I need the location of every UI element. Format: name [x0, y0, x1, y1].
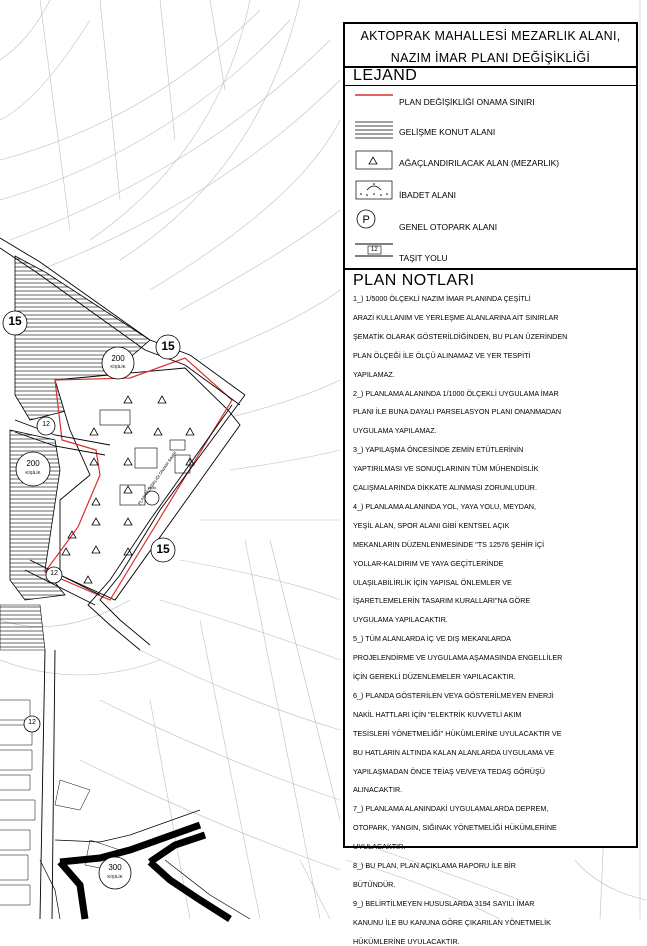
notes-title: PLAN NOTLARI [353, 272, 475, 289]
plan-note-line: YEŞİL ALAN, SPOR ALANI GİBİ KENTSEL AÇIK [353, 520, 510, 530]
legend-label: AĞAÇLANDIRILACAK ALAN (MEZARLIK) [399, 158, 560, 168]
plan-note-line: 3_) YAPILAŞMA ÖNCESİNDE ZEMİN ETÜTLERİNİN [353, 445, 524, 455]
road-label-12: 12 [28, 719, 36, 726]
plan-note-line: ŞEMATİK OLARAK GÖSTERİLDİĞİNDEN, BU PLAN ÜZERİNDEN [353, 331, 568, 341]
legend-label: İBADET ALANI [399, 190, 457, 200]
legend-item-parking [345, 208, 636, 238]
population-unit: KİŞİLİK [107, 874, 123, 879]
legend-title: LEJAND [353, 67, 418, 84]
legend-label: GELİŞME KONUT ALANI [399, 127, 496, 137]
plan-note-line: 5_) TÜM ALANLARDA İÇ VE DIŞ MEKANLARDA [353, 634, 512, 644]
plan-note-line: İÇİN GEREKLİ DÜZENLEMELER YAPILACAKTIR. [353, 672, 516, 681]
parking-icon [355, 208, 393, 230]
plan-note-line: YAPILAŞMADAN ÖNCE TEİAŞ VE/VEYA TEDAŞ GÖRÜŞÜ [353, 766, 545, 776]
legend-item-cemetery [345, 148, 636, 178]
svg-text:P: P [362, 214, 370, 226]
road-number: 12 [371, 247, 378, 253]
population-200: 200 [111, 354, 125, 363]
plan-note-line: 9_) BELİRTİLMEYEN HUSUSLARDA 3194 SAYILI İMAR [353, 898, 535, 908]
hatch-icon [355, 120, 393, 140]
plan-note-line: HÜKÜMLERİNE UYULACAKTIR. [353, 936, 460, 946]
plan-note-line: TESİSLERİ YÖNETMELİĞİ" HÜKÜMLERİNE UYULACAKTIR VE [353, 728, 562, 738]
plan-note-line: ARAZİ KULLANIM VE YERLEŞME ALANLARINA AİT SINIRLAR [353, 312, 559, 322]
road-label-15: 15 [161, 339, 175, 353]
plan-note-line: 4_) PLANLAMA ALANINDA YOL, YAYA YOLU, MEYDAN, [353, 501, 536, 511]
road-label-12: 12 [50, 570, 58, 577]
legend-label: TAŞIT YOLU [399, 253, 448, 263]
plan-note-line: ÇALIŞMALARINDA DİKKATE ALINMASI ZORUNLUDUR. [353, 483, 537, 492]
population-unit: KİŞİLİK [110, 364, 126, 369]
population-300: 300 [108, 863, 122, 872]
title-line-2: NAZIM İMAR PLANI DEĞİŞİKLİĞİ [390, 51, 591, 65]
plan-note-line: NAKİL HATTLARI İÇİN "ELEKTRİK KUVVETLİ AKIM [353, 709, 522, 719]
legend-title-separator [345, 85, 636, 86]
plan-note-line: YOLLAR-KALDIRIM VE YAYA GEÇİTLERİNDE [353, 558, 504, 568]
cemetery-area [55, 368, 240, 600]
plan-note-line: MEKANLARIN DÜZENLENMESİNDE "TS 12576 ŞEHİR İÇİ [353, 539, 545, 549]
plan-note-line: YAPILAMAZ. [353, 369, 395, 379]
plan-note-line: PLAN ÖLÇEĞİ İLE ÖLÇÜ ALINAMAZ VE YER TESPİTİ [353, 350, 531, 360]
population-200: 200 [26, 459, 40, 468]
legend-item-housing [345, 116, 636, 146]
plan-note-line: 1_) 1/5000 ÖLÇEKLİ NAZIM İMAR PLANINDA ÇEŞİTLİ [353, 294, 531, 303]
plan-note-line: PROJELENDİRME VE UYGULAMA AŞAMASINDA ENGELLİLER [353, 653, 563, 663]
plan-note-line: İŞARETLEMELERİN TASARIM KURALLARI"NA GÖRE [353, 596, 531, 606]
plan-note-line: UYULACAKTIR. [353, 842, 406, 852]
plan-note-line: PLANI İLE BUNA DAYALI PARSELASYON PLANI ONANMADAN [353, 407, 562, 417]
legend-item-worship [345, 178, 636, 208]
road-name-label: PLAN DEĞİŞİKLİĞİ ONAMA SINIRI [136, 450, 178, 506]
road-label-15: 15 [156, 542, 170, 556]
plan-note-line: 2_) PLANLAMA ALANINDA 1/1000 ÖLÇEKLİ UYGULAMA İMAR [353, 388, 559, 398]
legend-panel [343, 22, 638, 946]
legend-item-road [345, 238, 636, 268]
road-label-15: 15 [8, 314, 22, 328]
plan-note-line: ULAŞILABİLİRLİK İÇİN YAPISAL ÖNLEMLER VE [353, 577, 512, 587]
legend-label: GENEL OTOPARK ALANI [399, 222, 498, 232]
housing-strip [0, 605, 45, 650]
bottom-thick-roads [60, 825, 230, 919]
plan-note-line: BÜTÜNDÜR. [353, 879, 396, 889]
population-unit: KİŞİLİK [25, 470, 41, 475]
notes-separator [345, 268, 636, 270]
plan-note-line: 6_) PLANDA GÖSTERİLEN VEYA GÖSTERİLMEYEN ENERJİ [353, 690, 554, 700]
plan-note-line: OTOPARK, YANGIN, SIĞINAK YÖNETMELİĞİ HÜKÜMLERİNE [353, 823, 557, 833]
plan-note-line: UYGULAMA YAPILACAKTIR. [353, 615, 448, 625]
triangle-icon [355, 150, 393, 170]
plan-note-line: 7_) PLANLAMA ALANINDAKİ UYGULAMALARDA DEPREM, [353, 804, 549, 814]
title-line-1: AKTOPRAK MAHALLESİ MEZARLIK ALANI, [360, 29, 621, 43]
plan-note-line: BU HATLARIN ALTINDA KALAN ALANLARDA UYGULAMA VE [353, 747, 555, 757]
boundary-line-icon [355, 90, 393, 110]
plan-note-line: UYGULAMA YAPILAMAZ. [353, 426, 437, 436]
bottom-road-edges [40, 810, 250, 919]
plan-note-line: KANUNU İLE BU KANUNA GÖRE ÇIKARILAN YÖNETMELİK [353, 917, 551, 927]
plan-note-line: ALINACAKTIR. [353, 785, 403, 795]
legend-label: PLAN DEĞİŞİKLİĞİ ONAMA SINIRI [399, 97, 535, 107]
plan-note-line: 8_) BU PLAN, PLAN AÇIKLAMA RAPORU İLE BİR [353, 861, 516, 870]
mosque-icon [355, 180, 393, 200]
plan-note-line: YAPTIRILMASI VE SONUÇLARININ TÜM MÜHENDİSLİK [353, 464, 539, 474]
road-label-12: 12 [42, 421, 50, 428]
